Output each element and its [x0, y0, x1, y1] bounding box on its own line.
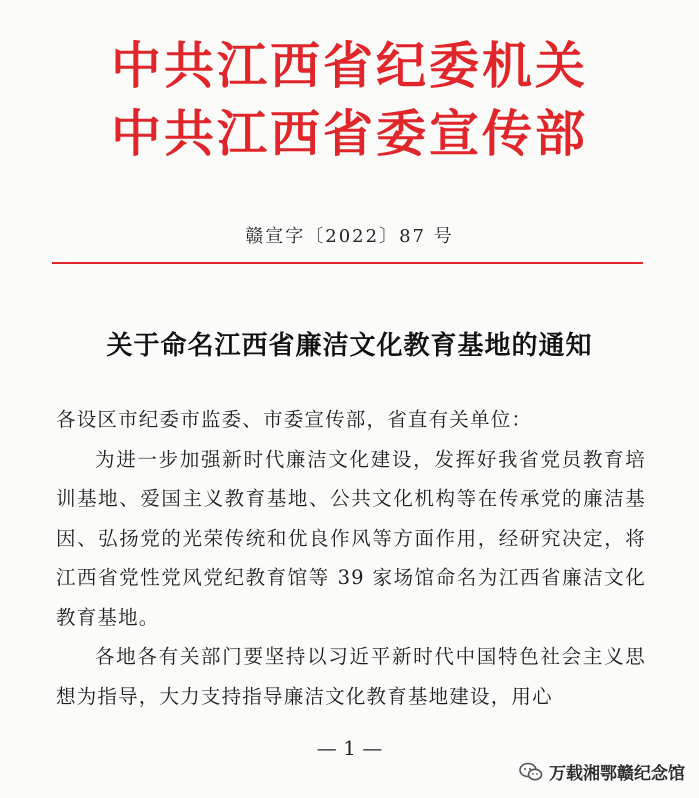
red-separator-line	[52, 262, 643, 264]
issuing-org-line-2: 中共江西省委宣传部	[111, 105, 588, 163]
body-paragraph-1: 为进一步加强新时代廉洁文化建设，发挥好我省党员教育培训基地、爱国主义教育基地、公共文化机构等在传承党的廉洁基因、弘扬党的光荣传统和优良作风等方面作用，经研究决定，将江西省党性党风党纪教育馆等 39 家场馆命名为江西省廉洁文化教育基地。	[56, 447, 646, 629]
document-number: 赣宣字〔2022〕87 号	[245, 226, 454, 247]
account-watermark	[519, 759, 685, 784]
wechat-icon	[519, 762, 543, 782]
body-paragraph-2: 各地各有关部门要坚持以习近平新时代中国特色社会主义思想为指导，大力支持指导廉洁文化教育基地建设，用心	[56, 645, 646, 708]
issuing-org-line-1: 中共江西省纪委机关	[111, 37, 588, 95]
document-title: 关于命名江西省廉洁文化教育基地的通知	[106, 331, 593, 361]
page-number: — 1 —	[316, 736, 383, 760]
salutation: 各设区市纪委市监委、市委宣传部，省直有关单位：	[56, 408, 533, 431]
watermark-text: 万载湘鄂赣纪念馆	[549, 764, 685, 784]
document-body	[56, 400, 646, 716]
